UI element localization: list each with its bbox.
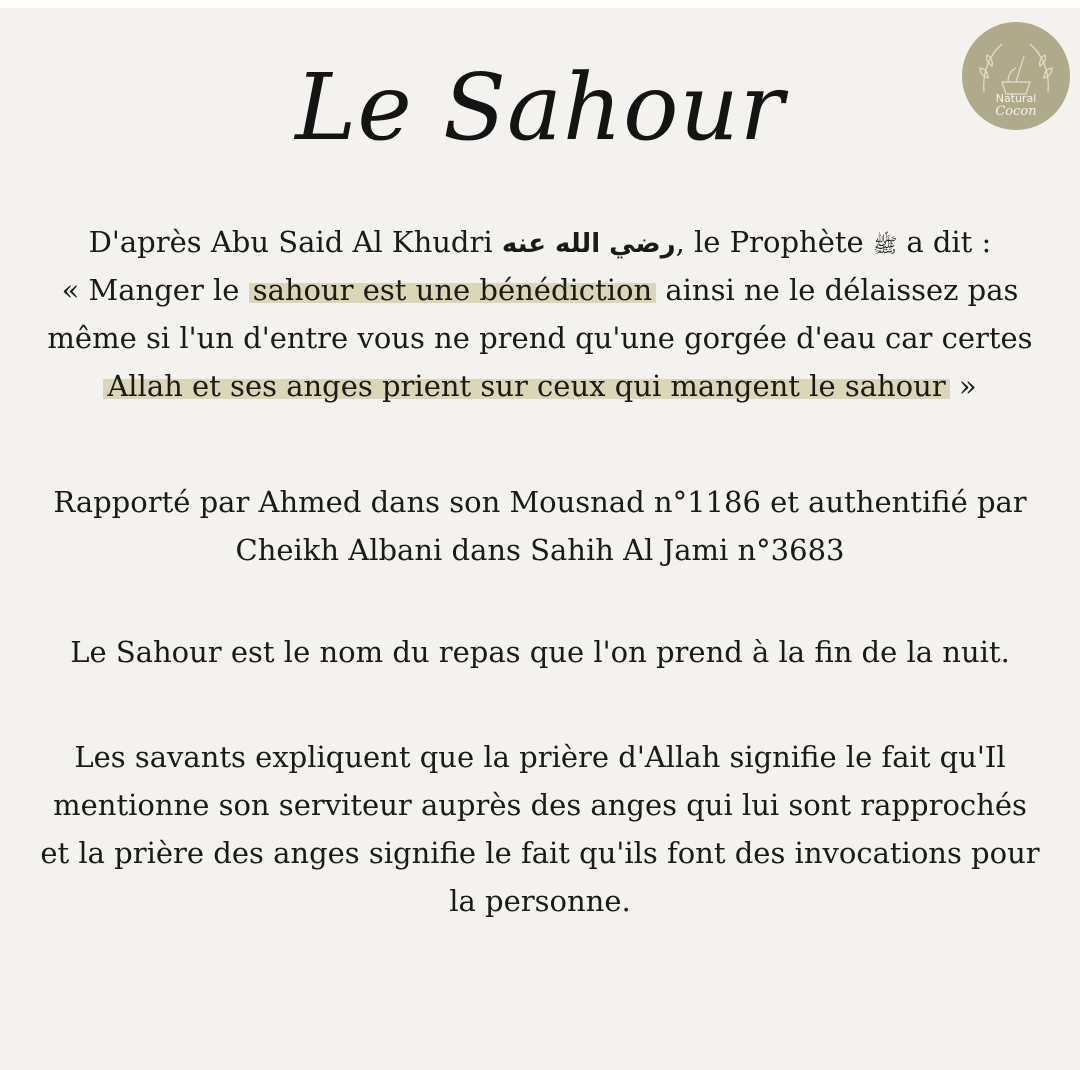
- source-line-1: Rapporté par Ahmed dans son Mousnad n°1186 et authentifié par: [53, 485, 1027, 519]
- arabic-invocation: رضي الله عنه: [501, 229, 676, 259]
- salawat-glyph: ﷺ: [872, 233, 898, 257]
- explanation-line-2: mentionne son serviteur auprès des anges qui lui sont rapprochés: [53, 788, 1027, 822]
- explanation-paragraph: [0, 733, 1080, 925]
- hadith-line-2: [0, 266, 1080, 314]
- hadith-line-3: même si l'un d'entre vous ne prend qu'une gorgée d'eau car certes: [47, 321, 1033, 355]
- source-line-2: Cheikh Albani dans Sahih Al Jami n°3683: [235, 533, 845, 567]
- hadith-prophet-text: , le Prophète: [675, 225, 873, 259]
- page-title: Le Sahour: [295, 54, 785, 161]
- hadith-narrator-text: D'après Abu Said Al Khudri: [88, 225, 502, 259]
- hadith-line-4: [0, 362, 1080, 410]
- brand-name-line2: Cocon: [995, 104, 1037, 119]
- hadith-text: « Manger le: [61, 273, 249, 307]
- source-paragraph: [0, 478, 1080, 574]
- explanation-line-1: Les savants expliquent que la prière d'Allah signifie le fait qu'Il: [74, 740, 1006, 774]
- hadith-said-text: a dit :: [897, 225, 992, 259]
- highlight-blessing: sahour est une bénédiction: [249, 273, 656, 307]
- hadith-line-1: [0, 218, 1080, 266]
- definition-line: Le Sahour est le nom du repas que l'on prend à la fin de la nuit.: [70, 635, 1010, 669]
- hadith-paragraph: [0, 218, 1080, 410]
- brand-name-line1: Natural: [995, 92, 1037, 105]
- explanation-line-3: et la prière des anges signifie le fait qu'ils font des invocations pour: [40, 836, 1040, 870]
- post-card: [0, 8, 1080, 1070]
- hadith-text: »: [949, 369, 977, 403]
- explanation-line-4: la personne.: [449, 884, 631, 918]
- definition-paragraph: [0, 628, 1080, 676]
- highlight-prayer: Allah et ses anges prient sur ceux qui mangent le sahour: [103, 369, 949, 403]
- hadith-text: ainsi ne le délaissez pas: [656, 273, 1019, 307]
- brand-logo: [962, 22, 1070, 130]
